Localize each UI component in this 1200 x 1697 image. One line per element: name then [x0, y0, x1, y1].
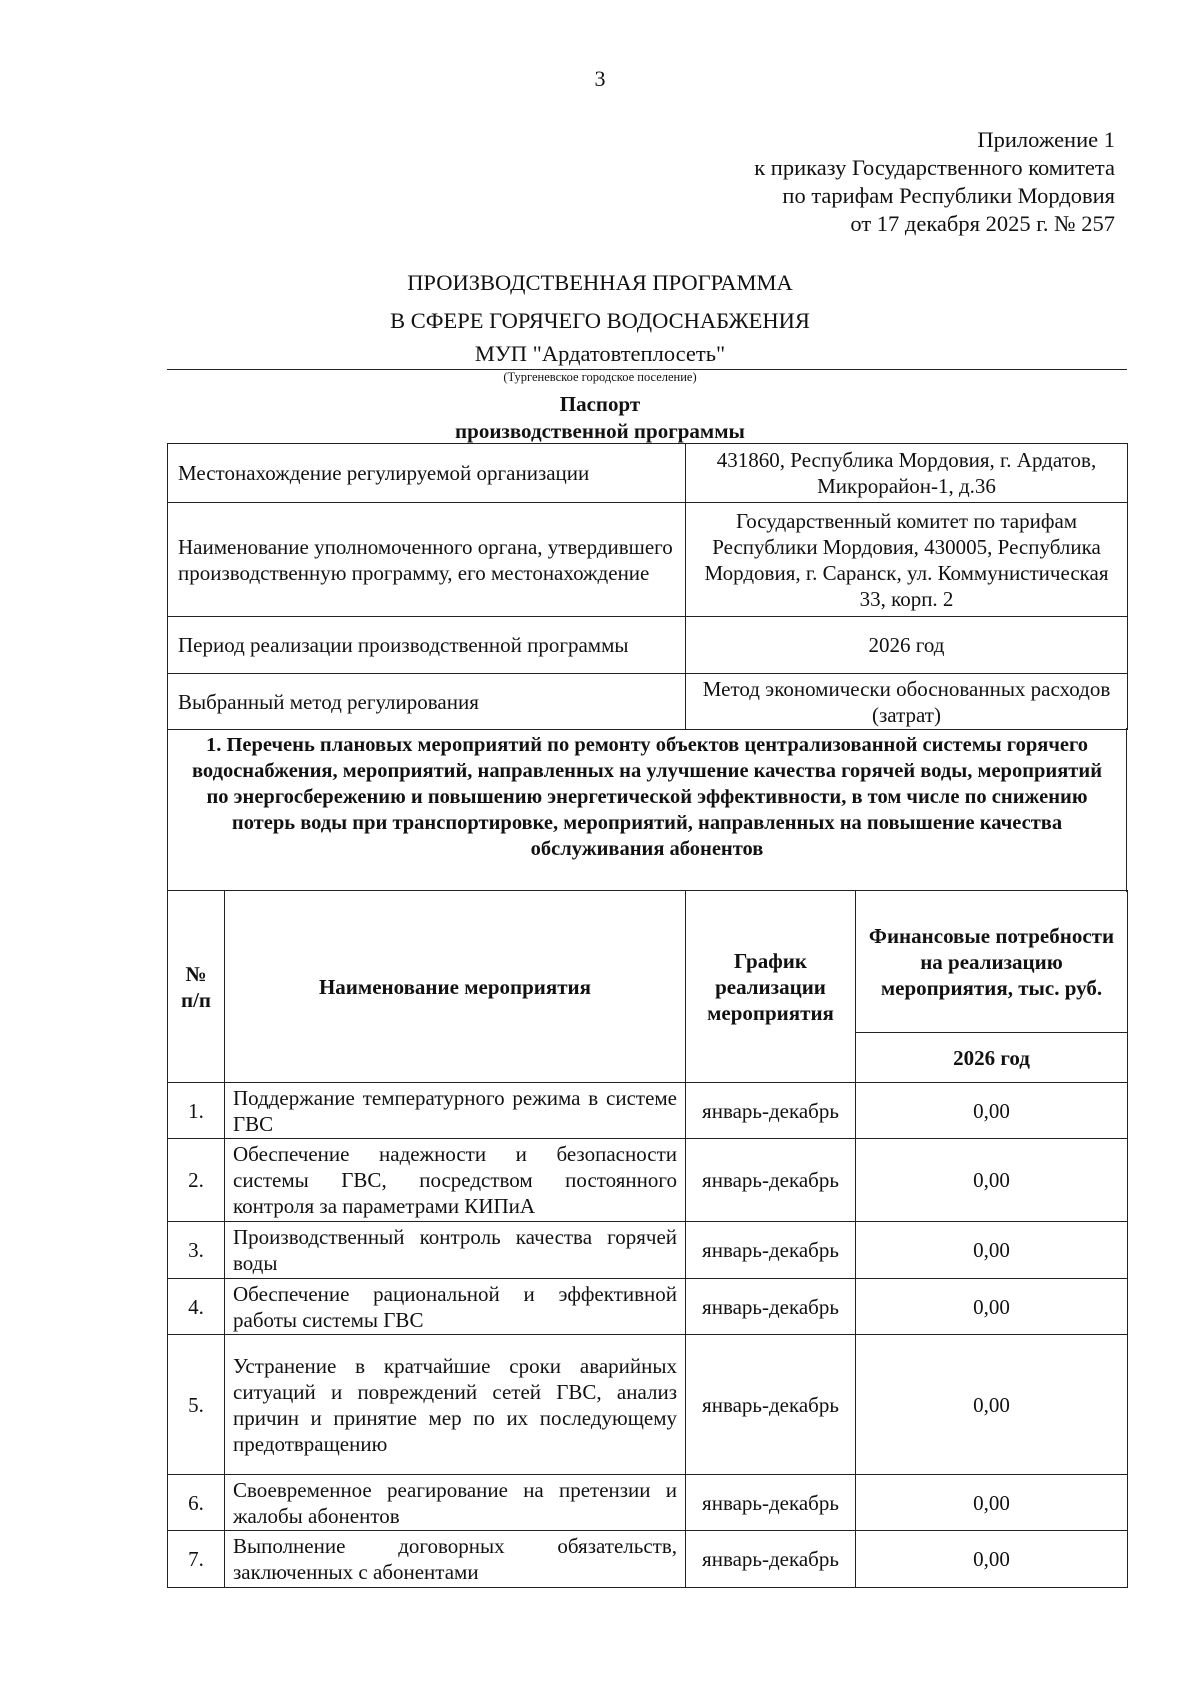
- passport-label: Период реализации производственной программы: [168, 617, 686, 674]
- table-row: [168, 1531, 1128, 1588]
- passport-value: Метод экономически обоснованных расходов (затрат): [686, 674, 1128, 730]
- passport-heading: Паспорт: [559, 392, 641, 416]
- appendix-block: [754, 126, 1115, 238]
- table-row: [168, 1139, 1128, 1222]
- row-number: 4.: [168, 1279, 225, 1335]
- row-number: 7.: [168, 1531, 225, 1588]
- activity-amount: 0,00: [856, 1531, 1128, 1588]
- activities-table: [167, 890, 1128, 1588]
- passport-value: 2026 год: [686, 617, 1128, 674]
- activity-amount: 0,00: [856, 1279, 1128, 1335]
- activity-schedule: январь-декабрь: [686, 1222, 856, 1279]
- organization-name: МУП "Ардатовтеплосеть": [474, 341, 726, 366]
- passport-row: [168, 674, 1128, 730]
- table-row: [168, 1335, 1128, 1475]
- activity-amount: 0,00: [856, 1335, 1128, 1475]
- header-num: № п/п: [168, 891, 225, 1083]
- passport-row: [168, 444, 1128, 503]
- row-number: 5.: [168, 1335, 225, 1475]
- activity-name: Обеспечение рациональной и эффективной работы системы ГВС: [225, 1279, 686, 1335]
- table-row: [168, 1222, 1128, 1279]
- activity-amount: 0,00: [856, 1139, 1128, 1222]
- table-row: [168, 1475, 1128, 1531]
- passport-label: Наименование уполномоченного органа, утвердившего производственную программу, его местонахождение: [168, 503, 686, 617]
- activity-amount: 0,00: [856, 1475, 1128, 1531]
- page-number: 3: [594, 66, 606, 91]
- header-row: [168, 891, 1128, 1033]
- appendix-line: по тарифам Республики Мордовия: [782, 183, 1115, 208]
- table-row: [168, 1083, 1128, 1139]
- appendix-line: от 17 декабря 2025 г. № 257: [850, 211, 1115, 236]
- activity-name: Поддержание температурного режима в системе ГВС: [225, 1083, 686, 1139]
- passport-table: [167, 443, 1128, 730]
- activity-schedule: январь-декабрь: [686, 1279, 856, 1335]
- appendix-line: Приложение 1: [977, 127, 1115, 152]
- program-title-line-2: В СФЕРЕ ГОРЯЧЕГО ВОДОСНАБЖЕНИЯ: [390, 308, 810, 333]
- activity-name: Выполнение договорных обязательств, заключенных с абонентами: [225, 1531, 686, 1588]
- activity-amount: 0,00: [856, 1222, 1128, 1279]
- organization-subtitle: (Тургеневское городское поселение): [503, 370, 697, 384]
- activity-amount: 0,00: [856, 1083, 1128, 1139]
- activity-schedule: январь-декабрь: [686, 1139, 856, 1222]
- table-row: [168, 1279, 1128, 1335]
- passport-subheading: производственной программы: [455, 419, 745, 443]
- header-schedule: График реализации мероприятия: [686, 891, 856, 1083]
- row-number: 2.: [168, 1139, 225, 1222]
- activity-name: Своевременное реагирование на претензии и жалобы абонентов: [225, 1475, 686, 1531]
- row-number: 3.: [168, 1222, 225, 1279]
- passport-value: 431860, Республика Мордовия, г. Ардатов, Микрорайон-1, д.36: [686, 444, 1128, 503]
- row-number: 1.: [168, 1083, 225, 1139]
- passport-row: [168, 617, 1128, 674]
- activity-schedule: январь-декабрь: [686, 1475, 856, 1531]
- passport-value: Государственный комитет по тарифам Республики Мордовия, 430005, Республика Мордовия, г. Саранск, ул. Коммунистическая 33, корп. 2: [686, 503, 1128, 617]
- passport-label: Местонахождение регулируемой организации: [168, 444, 686, 503]
- appendix-line: к приказу Государственного комитета: [754, 155, 1115, 180]
- activity-schedule: январь-декабрь: [686, 1531, 856, 1588]
- row-number: 6.: [168, 1475, 225, 1531]
- header-year: 2026 год: [856, 1033, 1128, 1083]
- section-1-title: 1. Перечень плановых мероприятий по ремонту объектов централизованной системы горячего водоснабжения, мероприятий, направленных на улучшение качества горячей воды, мероприятий по энергосбережению и повышению энергетической эффективности, в том числе по снижению потерь воды при транспортировке, мероприятий, направленных на повышение качества обслуживания абонентов: [167, 728, 1127, 892]
- program-title-line-1: ПРОИЗВОДСТВЕННАЯ ПРОГРАММА: [407, 270, 793, 295]
- activity-name: Обеспечение надежности и безопасности системы ГВС, посредством постоянного контроля за параметрами КИПиА: [225, 1139, 686, 1222]
- activity-schedule: январь-декабрь: [686, 1335, 856, 1475]
- activity-name: Производственный контроль качества горячей воды: [225, 1222, 686, 1279]
- header-name: Наименование мероприятия: [225, 891, 686, 1083]
- activity-name: Устранение в кратчайшие сроки аварийных ситуаций и повреждений сетей ГВС, анализ причин и принятие мер по их последующему предотвращению: [225, 1335, 686, 1475]
- activity-schedule: январь-декабрь: [686, 1083, 856, 1139]
- header-finance: Финансовые потребности на реализацию мероприятия, тыс. руб.: [856, 891, 1128, 1033]
- passport-row: [168, 503, 1128, 617]
- passport-label: Выбранный метод регулирования: [168, 674, 686, 730]
